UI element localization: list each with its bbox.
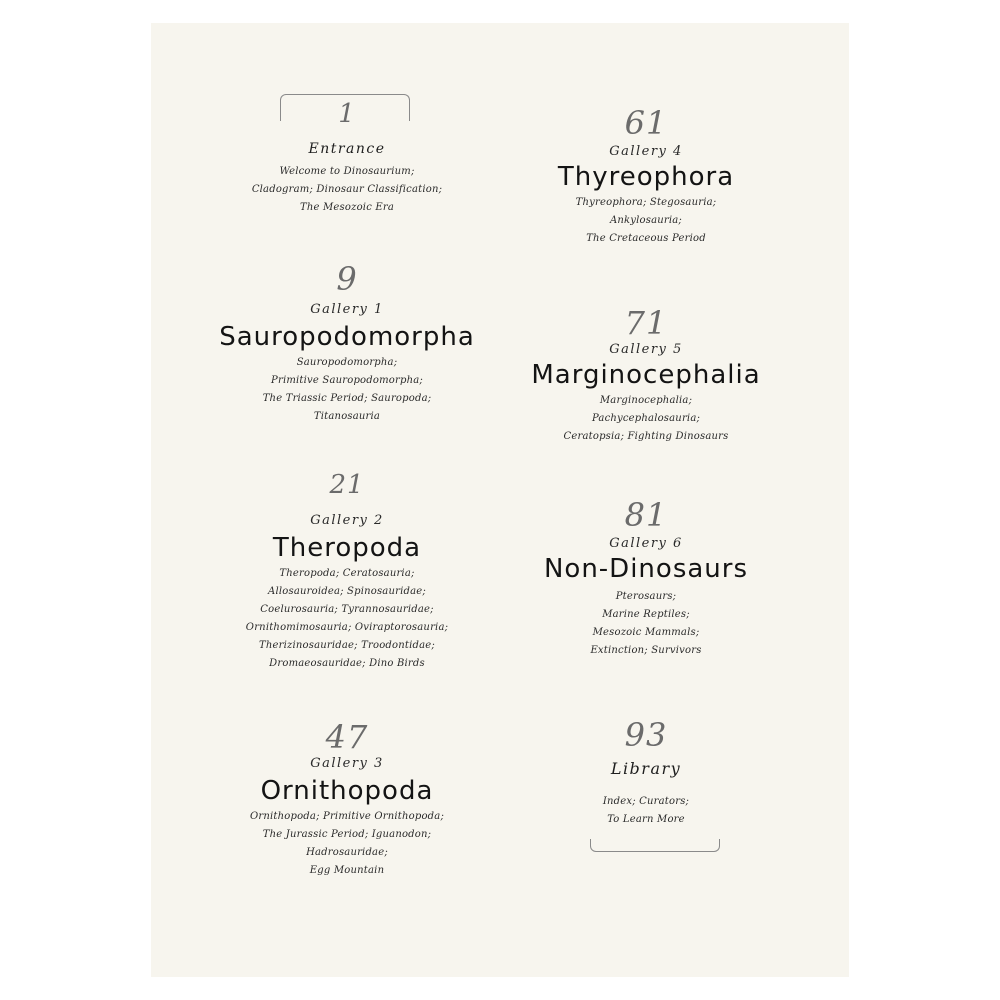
description-line: Coelurosauria; Tyrannosauridae; xyxy=(260,604,434,615)
section-description xyxy=(182,163,512,217)
gallery-label: Gallery 1 xyxy=(310,302,384,317)
gallery-label: Gallery 5 xyxy=(609,342,683,357)
description-line: The Jurassic Period; Iguanodon; xyxy=(262,829,432,840)
description-line: The Triassic Period; Sauropoda; xyxy=(262,393,432,404)
page-number: 21 xyxy=(329,470,365,500)
section-title: Ornithopoda xyxy=(260,776,434,806)
entry-library xyxy=(481,717,811,829)
section-description xyxy=(481,793,811,829)
description-line: The Cretaceous Period xyxy=(586,233,706,244)
description-line: Welcome to Dinosaurium; xyxy=(279,166,415,177)
description-line: Titanosauria xyxy=(313,411,381,422)
section-title: Library xyxy=(610,759,682,778)
entry-gallery-6 xyxy=(481,497,811,660)
section-description xyxy=(481,194,811,248)
entry-gallery-2 xyxy=(182,470,512,673)
gallery-label: Gallery 3 xyxy=(310,756,384,771)
section-title: Marginocephalia xyxy=(531,360,761,390)
gallery-label: Gallery 2 xyxy=(310,513,384,528)
contents-page xyxy=(151,23,849,977)
description-line: Ankylosauria; xyxy=(609,215,683,226)
section-title: Thyreophora xyxy=(557,162,735,192)
description-line: Index; Curators; xyxy=(602,796,690,807)
section-title: Theropoda xyxy=(272,533,422,563)
gallery-label: Gallery 4 xyxy=(609,144,683,159)
description-line: Ornithomimosauria; Oviraptorosauria; xyxy=(245,622,449,633)
section-description xyxy=(481,392,811,446)
entry-gallery-3 xyxy=(182,719,512,880)
description-line: The Mesozoic Era xyxy=(299,202,395,213)
entry-gallery-5 xyxy=(481,305,811,446)
description-line: Ornithopoda; Primitive Ornithopoda; xyxy=(249,811,445,822)
page-number: 93 xyxy=(624,716,668,754)
entry-entrance xyxy=(182,99,512,217)
section-title: Entrance xyxy=(308,141,386,157)
page-number: 61 xyxy=(624,104,668,142)
section-title: Non-Dinosaurs xyxy=(543,554,749,584)
description-line: Theropoda; Ceratosauria; xyxy=(279,568,415,579)
description-line: Pterosaurs; xyxy=(615,591,677,602)
section-title: Sauropodomorpha xyxy=(219,322,475,352)
page-number: 81 xyxy=(624,496,668,534)
description-line: Therizinosauridae; Troodontidae; xyxy=(259,640,435,651)
description-line: Pachycephalosauria; xyxy=(591,413,701,424)
page-number: 47 xyxy=(325,718,369,756)
description-line: Extinction; Survivors xyxy=(590,645,702,656)
page-number: 9 xyxy=(336,260,358,298)
description-line: Cladogram; Dinosaur Classification; xyxy=(251,184,443,195)
entry-gallery-4 xyxy=(481,105,811,248)
page-number: 1 xyxy=(338,99,356,129)
library-bracket xyxy=(590,839,720,852)
description-line: Hadrosauridae; xyxy=(306,847,388,858)
description-line: Marginocephalia; xyxy=(599,395,693,406)
description-line: Marine Reptiles; xyxy=(602,609,690,620)
description-line: Dromaeosauridae; Dino Birds xyxy=(269,658,425,669)
entry-gallery-1 xyxy=(182,261,512,426)
description-line: To Learn More xyxy=(607,814,685,825)
section-description xyxy=(182,808,512,880)
description-line: Mesozoic Mammals; xyxy=(592,627,700,638)
section-description xyxy=(182,565,512,673)
description-line: Sauropodomorpha; xyxy=(296,357,398,368)
section-description xyxy=(182,354,512,426)
description-line: Thyreophora; Stegosauria; xyxy=(575,197,717,208)
section-description xyxy=(481,588,811,660)
page-number: 71 xyxy=(624,304,668,342)
description-line: Egg Mountain xyxy=(309,865,385,876)
gallery-label: Gallery 6 xyxy=(609,536,683,551)
description-line: Ceratopsia; Fighting Dinosaurs xyxy=(563,431,729,442)
description-line: Primitive Sauropodomorpha; xyxy=(271,375,423,386)
description-line: Allosauroidea; Spinosauridae; xyxy=(268,586,426,597)
